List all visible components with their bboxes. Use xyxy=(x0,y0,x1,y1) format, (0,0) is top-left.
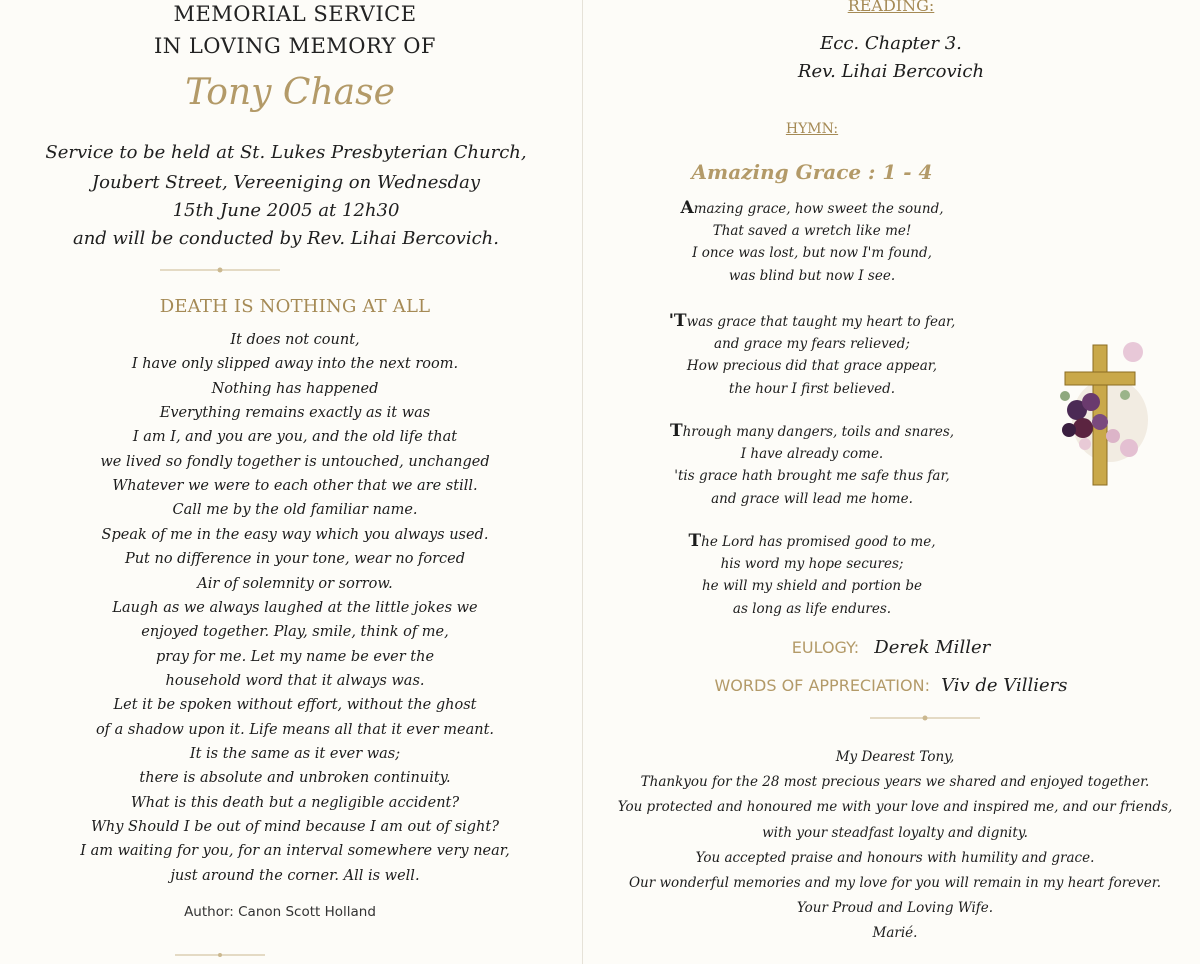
service-line: Service to be held at St. Lukes Presbyterian Church, xyxy=(45,142,527,163)
verse-line: his word my hope secures; xyxy=(720,555,904,572)
poem-line: Air of solemnity or sorrow. xyxy=(197,575,393,592)
poem-line: household word that it always was. xyxy=(165,672,425,689)
verse-first-line xyxy=(418,530,1200,554)
deceased-name: Tony Chase xyxy=(185,72,395,113)
ornament-divider-bottom xyxy=(175,950,265,960)
service-line: Joubert Street, Vereeniging on Wednesday xyxy=(91,172,481,193)
poem-line: I am I, and you are you, and the old life that xyxy=(132,429,458,446)
poem-title: DEATH IS NOTHING AT ALL xyxy=(159,296,431,317)
verse-line: I once was lost, but now I'm found, xyxy=(692,245,932,261)
hymn-heading: HYMN: xyxy=(785,121,839,137)
verse-dropcap: T xyxy=(669,421,683,441)
poem-line: pray for me. Let my name be ever the xyxy=(155,648,435,665)
poem-line: I have only slipped away into the next room. xyxy=(131,356,459,373)
poem-line: Speak of me in the easy way which you always used. xyxy=(101,526,489,543)
poem-line: It does not count, xyxy=(230,332,360,348)
poem-line: there is absolute and unbroken continuity. xyxy=(139,770,451,787)
appreciation-label: WORDS OF APPRECIATION: xyxy=(714,676,930,695)
verse-dropcap: T xyxy=(688,531,702,551)
appreciation-speaker: Viv de Villiers xyxy=(941,675,1068,696)
reading-line: Rev. Lihai Bercovich xyxy=(797,61,985,82)
verse-line: I have already come. xyxy=(740,445,884,462)
verse-line: 'tis grace hath brought me safe thus far, xyxy=(674,468,950,484)
ornament-divider xyxy=(160,265,280,275)
poem-line: Everything remains exactly as it was xyxy=(159,405,431,422)
verse-line: the hour I first believed. xyxy=(728,380,896,397)
poem-line: Why Should I be out of mind because I am out of sight? xyxy=(91,819,499,835)
verse-line: as long as life endures. xyxy=(732,600,892,617)
memorial-subtitle: IN LOVING MEMORY OF xyxy=(154,34,436,58)
verse-first-line xyxy=(418,310,1200,334)
poem-line: Laugh as we always laughed at the little jokes we xyxy=(112,599,478,616)
poem-line: It is the same as it ever was; xyxy=(189,745,401,762)
poem-author: Author: Canon Scott Holland xyxy=(184,904,376,920)
verse-line: That saved a wretch like me! xyxy=(712,222,912,239)
ornament-divider-right xyxy=(870,713,980,723)
verse-first-text: mazing grace, how sweet the sound, xyxy=(693,201,944,217)
verse-line: he will my shield and portion be xyxy=(701,578,923,594)
eulogy-label: EULOGY: xyxy=(791,638,860,657)
letter-line: You protected and honoured me with your love and inspired me, and our friends, xyxy=(617,799,1173,816)
reading-heading: READING: xyxy=(847,0,935,15)
poem-line: Put no difference in your tone, wear no forced xyxy=(124,551,466,568)
poem-line: I am waiting for you, for an interval somewhere very near, xyxy=(80,843,510,860)
memorial-title: MEMORIAL SERVICE xyxy=(173,2,417,26)
verse-first-text: he Lord has promised good to me, xyxy=(701,534,936,550)
poem-line: we lived so fondly together is untouched, unchanged xyxy=(100,453,490,470)
verse-line: How precious did that grace appear, xyxy=(686,358,938,374)
hymn-title: Amazing Grace : 1 - 4 xyxy=(691,160,933,184)
letter-line: with your steadfast loyalty and dignity. xyxy=(762,824,1028,841)
poem-line: just around the corner. All is well. xyxy=(170,867,420,884)
verse-line: was blind but now I see. xyxy=(728,267,896,284)
letter-line: Our wonderful memories and my love for you will remain in my heart forever. xyxy=(628,875,1162,891)
verse-dropcap: 'T xyxy=(668,311,687,331)
verse-first-text: hrough many dangers, toils and snares, xyxy=(682,424,955,440)
verse-first-text: was grace that taught my heart to fear, xyxy=(686,314,956,330)
reading-line: Ecc. Chapter 3. xyxy=(820,33,962,54)
appreciation-line xyxy=(582,675,1200,696)
poem-line: Nothing has happened xyxy=(211,380,379,397)
poem-line: of a shadow upon it. Life means all that it ever meant. xyxy=(95,721,495,738)
cross-flowers-icon xyxy=(1055,340,1150,490)
eulogy-line xyxy=(582,637,1200,658)
letter-line: You accepted praise and honours with humility and grace. xyxy=(695,849,1095,866)
letter-line: Your Proud and Loving Wife. xyxy=(796,900,994,917)
poem-line: Whatever we were to each other that we are still. xyxy=(112,478,478,495)
service-line: and will be conducted by Rev. Lihai Bercovich. xyxy=(72,228,500,249)
verse-first-line xyxy=(418,197,1200,221)
letter-line: Marié. xyxy=(872,925,918,942)
poem-line: Let it be spoken without effort, without the ghost xyxy=(113,697,477,714)
poem-line: What is this death but a negligible accident? xyxy=(130,794,460,811)
eulogy-speaker: Derek Miller xyxy=(874,637,991,658)
verse-line: and grace will lead me home. xyxy=(711,490,913,507)
verse-line: and grace my fears relieved; xyxy=(714,335,910,352)
letter-line: Thankyou for the 28 most precious years we shared and enjoyed together. xyxy=(640,774,1150,791)
poem-line: Call me by the old familiar name. xyxy=(172,502,418,519)
poem-line: enjoyed together. Play, smile, think of me, xyxy=(141,624,449,641)
verse-dropcap: A xyxy=(680,198,694,218)
service-line: 15th June 2005 at 12h30 xyxy=(172,200,400,221)
letter-line: My Dearest Tony, xyxy=(835,749,955,765)
